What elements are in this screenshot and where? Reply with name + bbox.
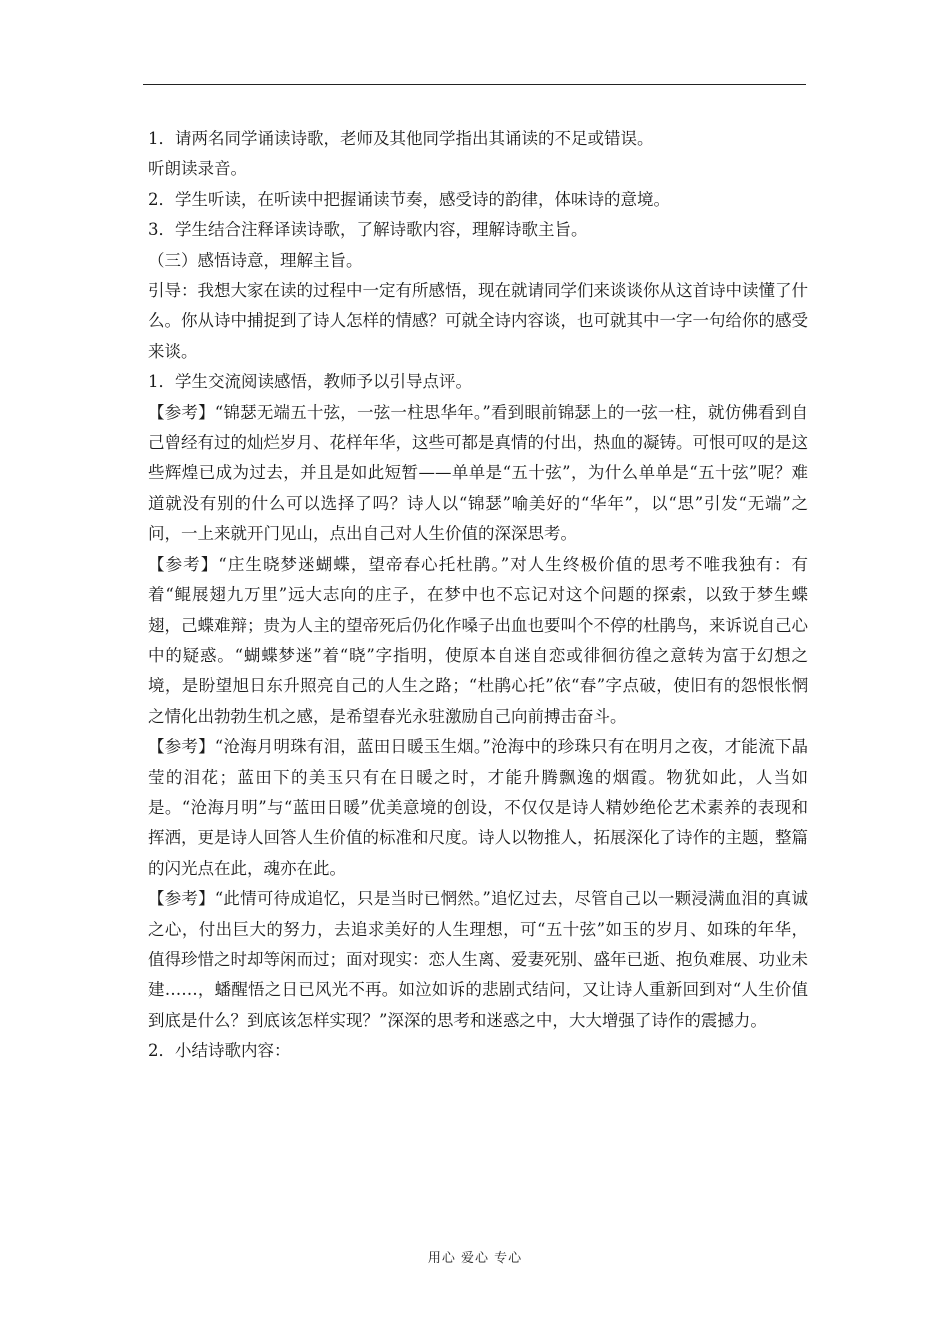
reference-paragraph-3: 【参考】“沧海月明珠有泪，蓝田日暖玉生烟。”沧海中的珍珠只有在明月之夜，才能流下晶莹的泪花；蓝田下的美玉只有在日暖之时，才能升腾飘逸的烟霞。物犹如此，人当如是。“沧海月明”与“蓝田日暖”优美意境的创设，不仅仅是诗人精妙绝伦艺术素养的表现和挥洒，更是诗人回答人生价值的标准和尺度。诗人以物推人，拓展深化了诗作的主题，整篇的闪光点在此，魂亦在此。 bbox=[148, 737, 808, 878]
paragraph-step-1: 1．请两名同学诵读诗歌，老师及其他同学指出其诵读的不足或错误。 bbox=[148, 129, 654, 148]
reference-paragraph-4: 【参考】“此情可待成追忆，只是当时已惘然。”追忆过去，尽管自己以一颗浸满血泪的真诚之心，付出巨大的努力，去追求美好的人生理想，可“五十弦”如玉的岁月、如珠的年华，值得珍惜之时却等闲而过；面对现实：恋人生离、爱妻死别、盛年已逝、抱负难展、功业未建……，蟠醒悟之日已风光不再。如泣如诉的悲剧式结问，又让诗人重新回到对“人生价值到底是什么？到底该怎样实现？”深深的思考和迷惑之中，大大增强了诗作的震撼力。 bbox=[148, 889, 808, 1030]
page-footer: 用心 爱心 专心 bbox=[427, 1251, 523, 1266]
paragraph-listen-recording: 听朗读录音。 bbox=[148, 159, 247, 179]
paragraph-guide: 引导：我想大家在读的过程中一定有所感悟，现在就请同学们来谈谈你从这首诗中读懂了什么。你从诗中捕捉到了诗人怎样的情感？可就全诗内容谈，也可就其中一字一句给你的感受来谈。 bbox=[148, 281, 808, 361]
reference-paragraph-1: 【参考】“锦瑟无端五十弦，一弦一柱思华年。”看到眼前锦瑟上的一弦一柱，就仿佛看到自己曾经有过的灿烂岁月、花样年华，这些可都是真情的付出，热血的凝铸。可恨可叹的是这些辉煌已成为过去，并且是如此短暂——单单是“五十弦”，为什么单单是“五十弦”呢？难道就没有别的什么可以选择了吗？诗人以“锦瑟”喻美好的“华年”，以“思”引发“无端”之问，一上来就开门见山，点出自己对人生价值的深深思考。 bbox=[148, 402, 808, 544]
paragraph-step-3: 3．学生结合注释译读诗歌，了解诗歌内容，理解诗歌主旨。 bbox=[148, 220, 588, 240]
paragraph-summary: 2．小结诗歌内容： bbox=[148, 1041, 291, 1061]
header-rule bbox=[143, 84, 806, 85]
reference-paragraph-2: 【参考】“庄生晓梦迷蝴蝶，望帝春心托杜鹃。”对人生终极价值的思考不唯我独有：有着“鲲展翅九万里”远大志向的庄子，在梦中也不忘记对这个问题的探索，以致于梦生蝶翅，己蝶难辩；贵为人主的望帝死后仍化作嗓子出血也要叫个不停的杜鹃鸟，来诉说自己心中的疑惑。“蝴蝶梦迷”着“晓”字指明，使原本自迷自恋或徘徊彷徨之意转为富于幻想之境，是盼望旭日东升照亮自己的人生之路；“杜鹃心托”依“春”字点破，使旧有的怨恨怅惘之情化出勃勃生机之感，是希望春光永驻激励自己向前搏击奋斗。 bbox=[148, 554, 808, 726]
section-heading: （三）感悟诗意，理解主旨。 bbox=[148, 250, 363, 270]
document-body bbox=[148, 124, 808, 1067]
paragraph-exchange: 1．学生交流阅读感悟，教师予以引导点评。 bbox=[148, 372, 472, 392]
paragraph-step-2: 2．学生听读，在听读中把握诵读节奏，感受诗的韵律，体味诗的意境。 bbox=[148, 189, 670, 209]
